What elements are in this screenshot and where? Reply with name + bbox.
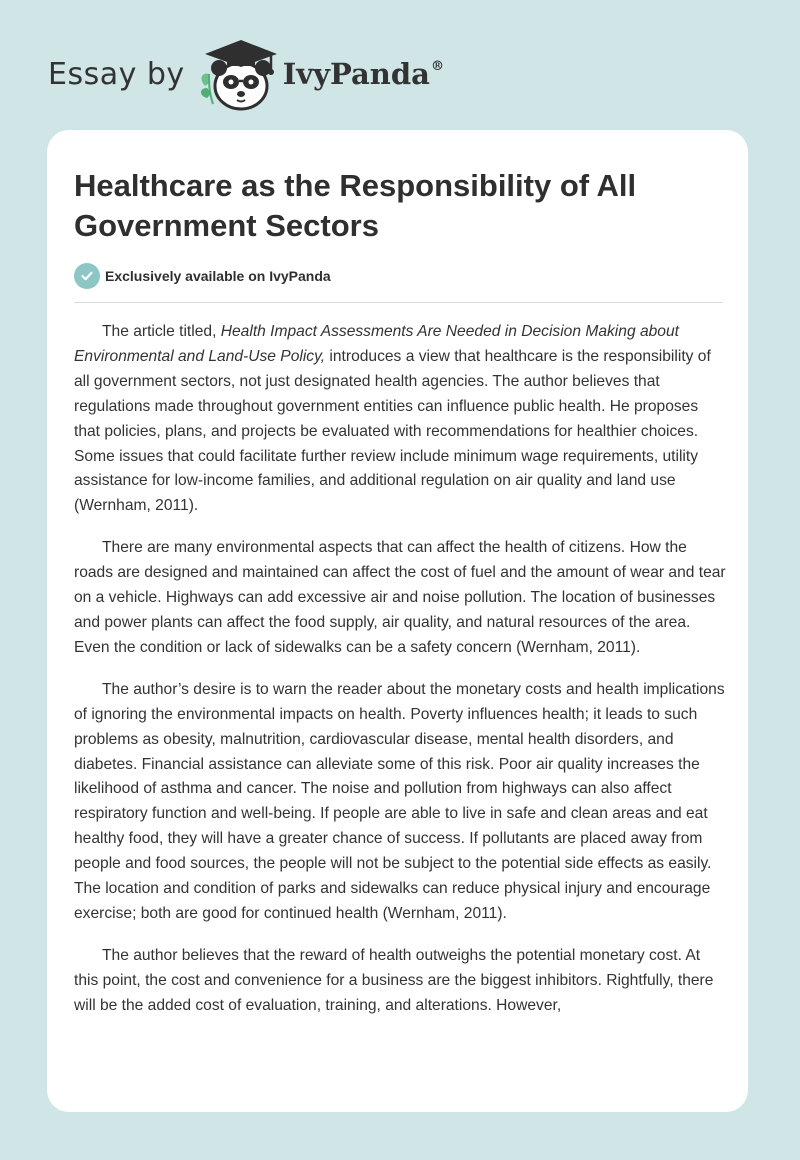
check-circle-icon (74, 263, 100, 289)
cited-article-title: Health Impact Assessments Are Needed in Decision Making about Environmental and Land-Use Policy, (74, 323, 679, 365)
site-header (48, 36, 444, 112)
registered-mark: ® (430, 59, 444, 74)
paragraph: The article titled, Health Impact Assessments Are Needed in Decision Making about Environmental and Land-Use Policy, introduces a view that healthcare is the responsibility of all government sectors, not just designated health agencies. The author believes that regulations made throughout government entities can influence public health. He proposes that policies, plans, and projects be evaluated with recommendations for healthier choices. Some issues that could facilitate further review include minimum wage requirements, utility assistance for low-income families, and additional regulation on air quality and land use (Wernham, 2011). (74, 323, 711, 515)
badge-label: Exclusively available on IvyPanda (105, 268, 331, 284)
essay-card (47, 130, 748, 1112)
essay-body (74, 320, 726, 1036)
exclusive-badge (74, 263, 331, 289)
essay-by-label: Essay by (48, 56, 185, 92)
panda-logo-icon (197, 36, 279, 112)
paragraph: The author believes that the reward of health outweighs the potential monetary cost. At this point, the cost and convenience for a business are the biggest inhibitors. Rightfully, there will be the added cost of evaluation, training, and alterations. However, (74, 946, 714, 1014)
paragraph: The author’s desire is to warn the reader about the monetary costs and health implications of ignoring the environmental impacts on health. Poverty influences health; it leads to such problems as obesity, malnutrition, cardiovascular disease, mental health disorders, and diabetes. Financial assistance can alleviate some of this risk. Poor air quality increases the likelihood of asthma and cancer. The noise and pollution from highways can also affect respiratory function and well-being. If people are able to live in safe and clean areas and eat healthy food, they will have a greater chance of success. If pollutants are placed away from people and food sources, the people will not be subject to the potential side effects as easily. The location and condition of parks and sidewalks can reduce physical injury and encourage exercise; both are good for continued health (Wernham, 2011). (74, 680, 725, 922)
paragraph: There are many environmental aspects that can affect the health of citizens. How the roads are designed and maintained can affect the cost of fuel and the amount of wear and tear on a vehicle. Highways can add excessive air and noise pollution. The location of businesses and power plants can affect the food supply, air quality, and natural resources of the area. Even the condition or lack of sidewalks can be a safety concern (Wernham, 2011). (74, 539, 726, 656)
brand-name[interactable]: IvyPanda® (282, 57, 444, 91)
page-title: Healthcare as the Responsibility of All Government Sectors (74, 168, 637, 243)
divider (74, 302, 723, 303)
